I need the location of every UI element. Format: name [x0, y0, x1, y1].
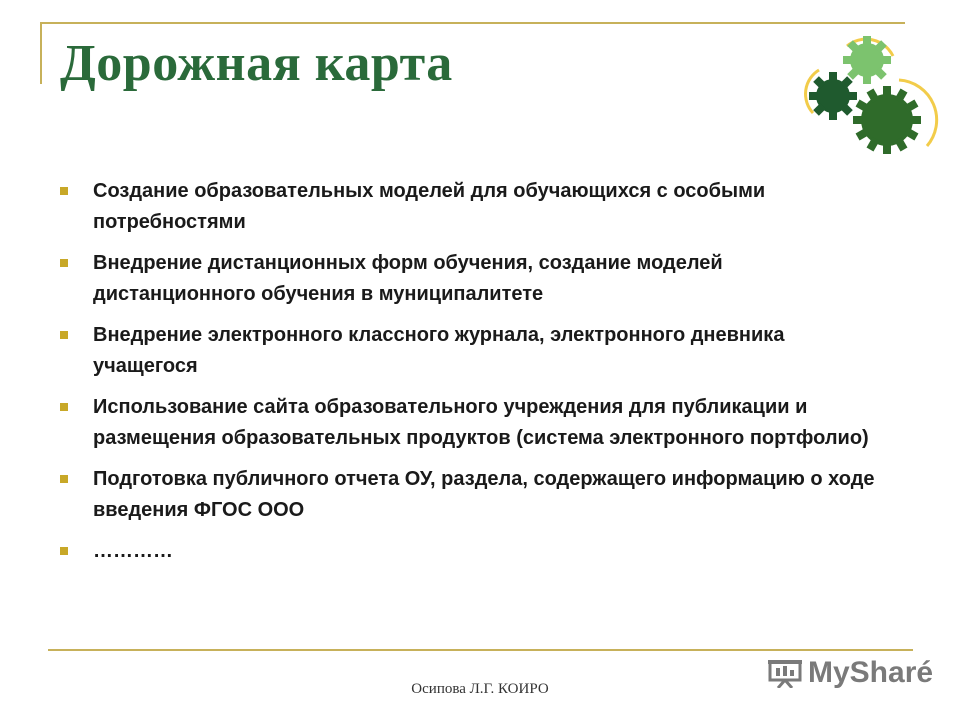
slide-title: Дорожная карта — [60, 35, 453, 92]
bullet-square-icon — [60, 331, 68, 339]
left-frame-line — [40, 22, 42, 84]
bullet-text: ………… — [93, 540, 173, 562]
bullet-item — [60, 176, 890, 238]
bullet-item — [60, 248, 890, 310]
bullet-text: Внедрение электронного классного журнала, электронного дневника учащегося — [93, 324, 785, 377]
bullet-square-icon — [60, 475, 68, 483]
bullet-text: Внедрение дистанционных форм обучения, создание моделей дистанционного обучения в муниципалитете — [93, 252, 723, 305]
bullet-square-icon — [60, 403, 68, 411]
gears-decoration — [795, 28, 945, 163]
bullet-item — [60, 464, 890, 526]
bullet-square-icon — [60, 259, 68, 267]
gear-big-icon — [853, 86, 921, 154]
bottom-frame-line — [48, 649, 913, 651]
bullet-text: Подготовка публичного отчета ОУ, раздела, содержащего информацию о ходе введения ФГОС ООО — [93, 468, 875, 521]
bullet-item — [60, 536, 890, 567]
logo-text: MySharé — [808, 656, 934, 689]
myshare-logo — [768, 656, 933, 690]
bullet-square-icon — [60, 187, 68, 195]
gear-dark-icon — [809, 72, 857, 120]
top-frame-line — [40, 22, 905, 24]
bullet-item — [60, 392, 890, 454]
bullet-text: Использование сайта образовательного учреждения для публикации и размещения образовательных продуктов (система электронного портфолио) — [93, 396, 869, 449]
presentation-board-icon — [768, 658, 802, 688]
gear-light-icon — [843, 36, 891, 84]
footer-author: Осипова Л.Г. КОИРО — [411, 681, 549, 697]
bullet-item — [60, 320, 890, 382]
bullet-list — [60, 176, 890, 577]
bullet-square-icon — [60, 547, 68, 555]
bullet-text: Создание образовательных моделей для обучающихся с особыми потребностями — [93, 180, 766, 233]
